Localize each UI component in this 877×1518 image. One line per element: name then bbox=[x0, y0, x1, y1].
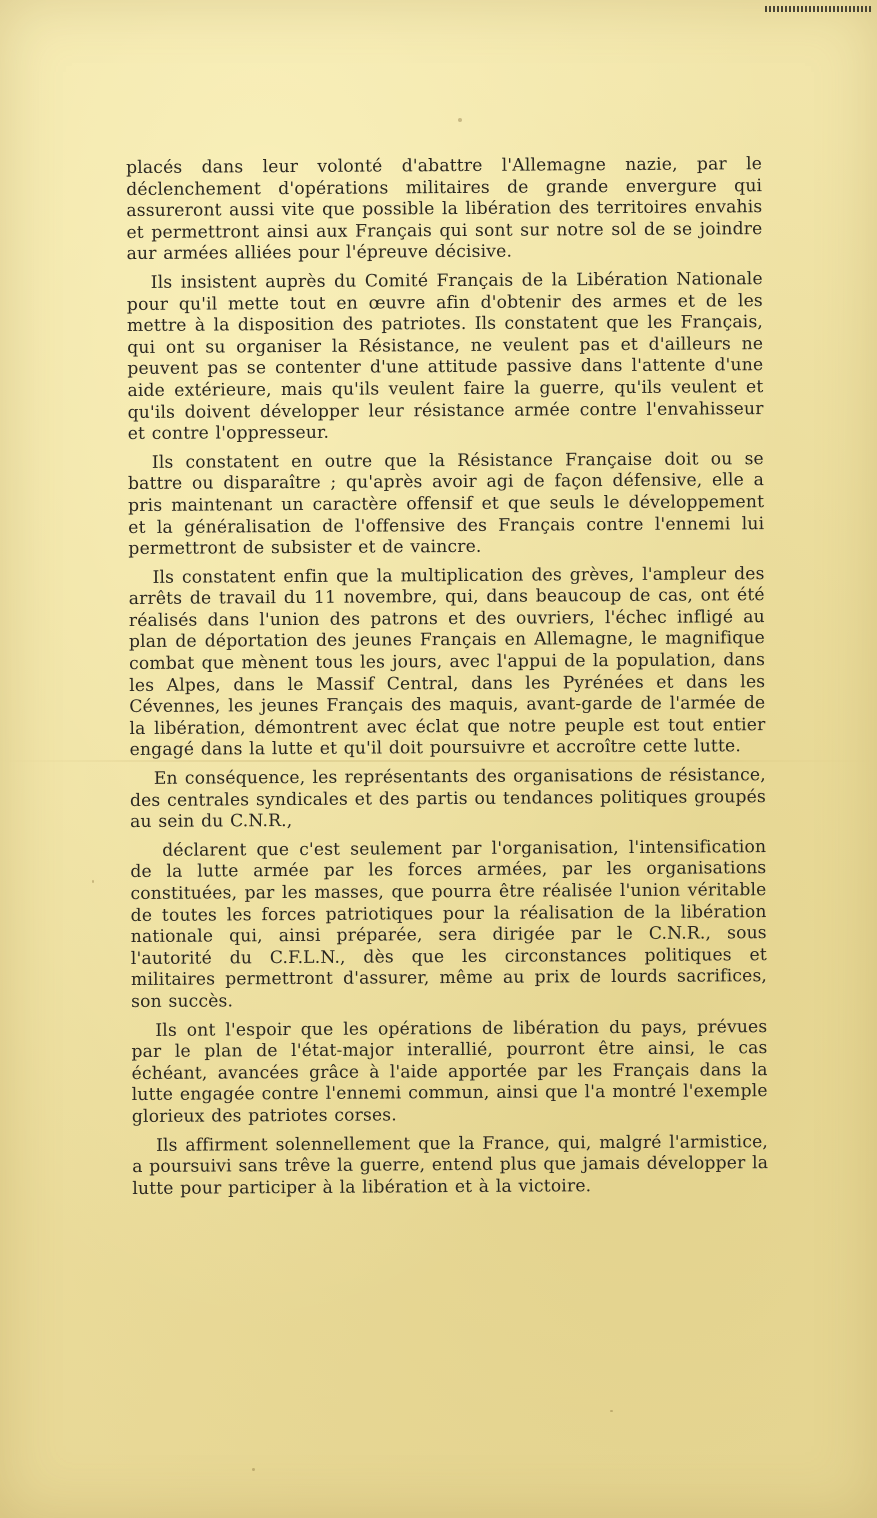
paper-speck bbox=[252, 1468, 255, 1471]
paper-speck bbox=[92, 880, 94, 883]
paragraph-5: En conséquence, les représentants des organisations de résistance, des centrales syndicales et des partis ou tendances politiques groupés au sein du C.N.R., bbox=[129, 765, 766, 833]
paragraph-8: Ils affirment solennellement que la France, qui, malgré l'armistice, a poursuivi sans trêve la guerre, entend plus que jamais développer la lutte pour participer à la libération et à la victoire. bbox=[132, 1131, 769, 1199]
paper-speck bbox=[458, 118, 462, 122]
paragraph-1: placés dans leur volonté d'abattre l'Allemagne nazie, par le déclenchement d'opérations militaires de grande envergure qui assureront aussi vite que possible la libération des territoires envahis et permettront ainsi aux Français qui sont sur notre sol de se joindre aur armées alliées pour l'épreuve décisive. bbox=[126, 154, 763, 265]
paper-speck bbox=[610, 1410, 613, 1412]
perforated-edge bbox=[765, 6, 873, 12]
paragraph-7: Ils ont l'espoir que les opérations de libération du pays, prévues par le plan de l'état-major interallié, pourront être ainsi, le cas échéant, avancées grâce à l'aide apportée par les Français dans la lutte engagée contre l'ennemi commun, ainsi que l'a montré l'exemple glorieux des patriotes corses. bbox=[131, 1016, 768, 1127]
paragraph-4: Ils constatent enfin que la multiplication des grèves, l'ampleur des arrêts de travail du 11 novembre, qui, dans beaucoup de cas, ont été réalisés dans l'union des patrons et des ouvriers, l'échec infligé au plan de déportation des jeunes Français en Allemagne, le magnifique combat que mènent tous les jours, avec l'appui de la population, dans les Alpes, dans le Massif Central, dans les Pyrénées et dans les Cévennes, les jeunes Français des maquis, avant-garde de l'armée de la libération, démontrent avec éclat que notre peuple est tout entier engagé dans la lutte et qu'il doit poursuivre et accroître cette lutte. bbox=[128, 563, 766, 761]
document-body bbox=[126, 154, 768, 1207]
paragraph-3: Ils constatent en outre que la Résistance Française doit ou se battre ou disparaître ; qu'après avoir agi de façon défensive, elle a pris maintenant un caractère offensif et que seuls le développement et la généralisation de l'offensive des Français contre l'ennemi lui permettront de subsister et de vaincre. bbox=[127, 448, 765, 560]
paragraph-6: déclarent que c'est seulement par l'organisation, l'intensification de la lutte armée par les forces armées, par les organisations constituées, par les masses, que pourra être réalisée l'union véritable de toutes les forces patriotiques pour la réalisation de la libération nationale qui, ainsi préparée, sera dirigée par le C.N.R., sous l'autorité du C.F.L.N., dès que les circonstances politiques et militaires permettront d'assurer, même au prix de lourds sacrifices, son succès. bbox=[130, 836, 768, 1012]
paragraph-2: Ils insistent auprès du Comité Français de la Libération Nationale pour qu'il mette tout en œuvre afin d'obtenir des armes et de les mettre à la disposition des patriotes. Ils constatent que les Français, qui ont su organiser la Résistance, ne veulent pas et d'ailleurs ne peuvent pas se contenter d'une attitude passive dans l'attente d'une aide extérieure, mais qu'ils veulent faire la guerre, qu'ils veulent et qu'ils doivent développer leur résistance armée contre l'envahisseur et contre l'oppresseur. bbox=[126, 269, 764, 445]
